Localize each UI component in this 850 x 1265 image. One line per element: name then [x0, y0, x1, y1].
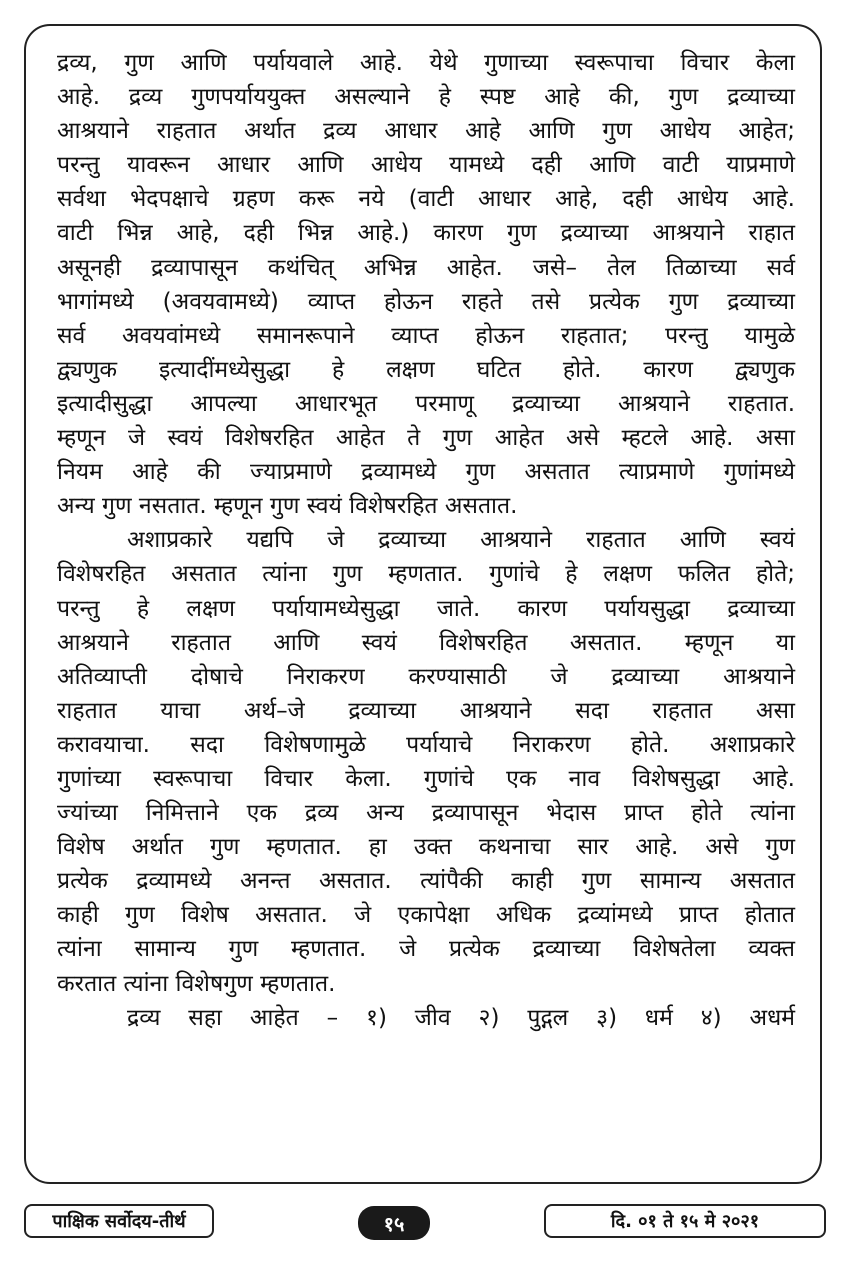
- text-line: असूनही द्रव्यापासून कथंचित् अभिन्न आहेत. जसे– तेल तिळाच्या सर्व: [57, 254, 795, 281]
- text-line: विशेषरहित असतात त्यांना गुण म्हणतात. गुणांचे हे लक्षण फलित होते;: [57, 561, 795, 588]
- text-line: विशेष अर्थात गुण म्हणतात. हा उक्त कथनाचा सार आहे. असे गुण: [57, 834, 795, 861]
- text-line: नियम आहे की ज्याप्रमाणे द्रव्यामध्ये गुण असतात त्याप्रमाणे गुणांमध्ये: [57, 459, 795, 486]
- text-line: द्व्यणुक इत्यादींमध्येसुद्धा हे लक्षण घटित होते. कारण द्व्यणुक: [57, 356, 795, 383]
- text-line: परन्तु हे लक्षण पर्यायामध्येसुद्धा जाते. कारण पर्यायसुद्धा द्रव्याच्या: [57, 595, 795, 622]
- text-line: काही गुण विशेष असतात. जे एकापेक्षा अधिक द्रव्यांमध्ये प्राप्त होतात: [57, 902, 795, 929]
- text-line: सर्वथा भेदपक्षाचे ग्रहण करू नये (वाटी आधार आहे, दही आधेय आहे.: [57, 186, 795, 213]
- text-line: आश्रयाने राहतात आणि स्वयं विशेषरहित असतात. म्हणून या: [57, 629, 795, 656]
- text-line: म्हणून जे स्वयं विशेषरहित आहेत ते गुण आहेत असे म्हटले आहे. असा: [57, 425, 795, 452]
- text-line: ज्यांच्या निमित्ताने एक द्रव्य अन्य द्रव्यापासून भेदास प्राप्त होते त्यांना: [57, 800, 795, 827]
- text-line: इत्यादीसुद्धा आपल्या आधारभूत परमाणू द्रव्याच्या आश्रयाने राहतात.: [57, 390, 795, 417]
- page-number: १५: [358, 1206, 430, 1240]
- body-text: [57, 46, 795, 1035]
- text-line: भागांमध्ये (अवयवामध्ये) व्याप्त होऊन राहते तसे प्रत्येक गुण द्रव्याच्या: [57, 288, 795, 315]
- text-line: अन्य गुण नसतात. म्हणून गुण स्वयं विशेषरहित असतात.: [57, 493, 518, 520]
- text-line: अतिव्याप्ती दोषाचे निराकरण करण्यासाठी जे द्रव्याच्या आश्रयाने: [57, 663, 795, 690]
- text-line: सर्व अवयवांमध्ये समानरूपाने व्याप्त होऊन राहतात; परन्तु यामुळे: [57, 322, 795, 349]
- text-line: करावयाचा. सदा विशेषणामुळे पर्यायाचे निराकरण होते. अशाप्रकारे: [57, 731, 795, 758]
- text-line: द्रव्य सहा आहेत – १) जीव २) पुद्गल ३) धर्म ४) अधर्म: [127, 1004, 795, 1031]
- publication-name: पाक्षिक सर्वोदय-तीर्थ: [24, 1204, 214, 1238]
- text-line: राहतात याचा अर्थ–जे द्रव्याच्या आश्रयाने सदा राहतात असा: [57, 697, 795, 724]
- text-line: परन्तु यावरून आधार आणि आधेय यामध्ये दही आणि वाटी याप्रमाणे: [57, 152, 795, 179]
- text-line: आश्रयाने राहतात अर्थात द्रव्य आधार आहे आणि गुण आधेय आहेत;: [57, 118, 795, 145]
- text-line: आहे. द्रव्य गुणपर्याययुक्त असल्याने हे स्पष्ट आहे की, गुण द्रव्याच्या: [57, 84, 795, 111]
- text-line: त्यांना सामान्य गुण म्हणतात. जे प्रत्येक द्रव्याच्या विशेषतेला व्यक्त: [57, 936, 795, 963]
- issue-date: दि. ०१ ते १५ मे २०२१: [544, 1204, 826, 1238]
- text-line: करतात त्यांना विशेषगुण म्हणतात.: [57, 970, 336, 997]
- text-line: वाटी भिन्न आहे, दही भिन्न आहे.) कारण गुण द्रव्याच्या आश्रयाने राहात: [57, 220, 795, 247]
- text-line: द्रव्य, गुण आणि पर्यायवाले आहे. येथे गुणाच्या स्वरूपाचा विचार केला: [57, 50, 795, 76]
- text-line: अशाप्रकारे यद्यपि जे द्रव्याच्या आश्रयाने राहतात आणि स्वयं: [127, 527, 795, 554]
- text-line: गुणांच्या स्वरूपाचा विचार केला. गुणांचे एक नाव विशेषसुद्धा आहे.: [57, 765, 795, 792]
- text-line: प्रत्येक द्रव्यामध्ये अनन्त असतात. त्यांपैकी काही गुण सामान्य असतात: [57, 868, 795, 895]
